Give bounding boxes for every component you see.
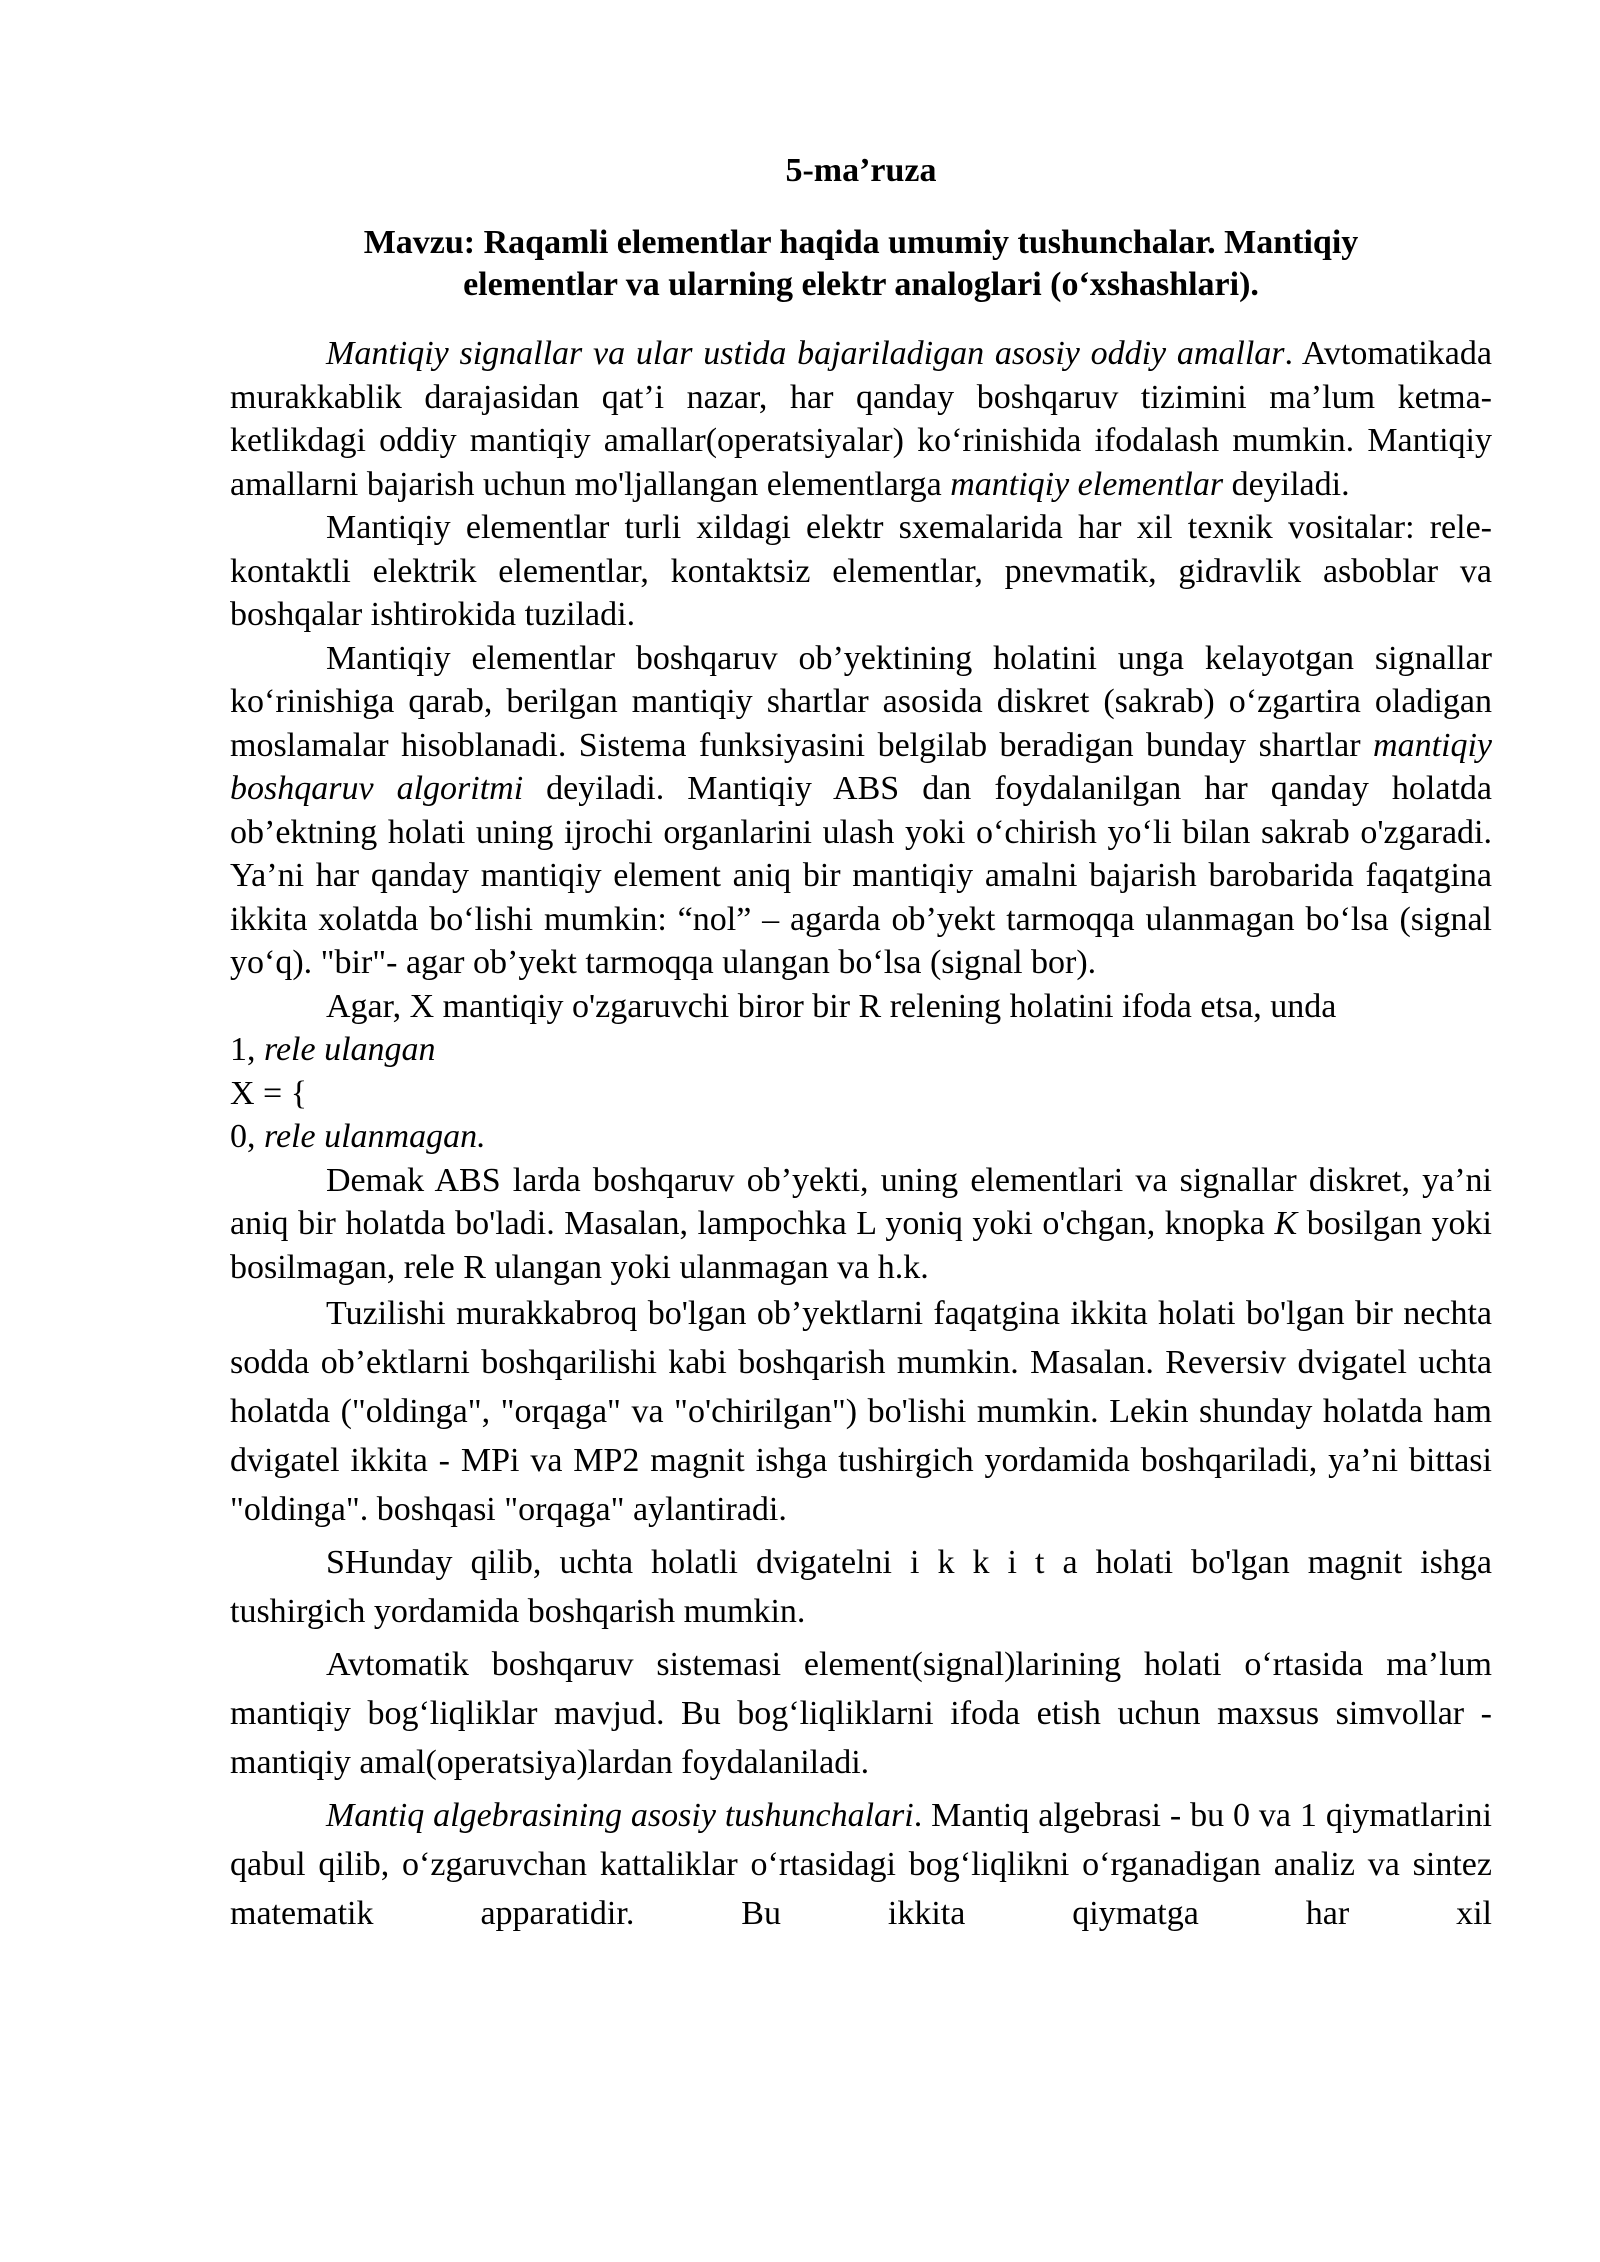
formula-line-1: 1, rele ulangan (230, 1031, 436, 1068)
topic-line-1: Mavzu: Raqamli elementlar haqida umumiy tushunchalar. Mantiqiy (363, 224, 1359, 261)
term-italic: mantiqiy boshqaruv algoritmi (230, 726, 1492, 807)
paragraph-discrete-states: Demak ABS larda boshqaruv ob’yekti, uning elementlari va signallar diskret, ya’ni aniq bir holatda bo'ladi. Masalan, lampochka L yoniq yoki o'chgan, knopka K bosilgan yoki bosilmagan, rele R ulangan yoki ulanmagan va h.k. (230, 1161, 1492, 1286)
paragraph-logical-dependencies: Avtomatik boshqaruv sistemasi element(signal)larining holati o‘rtasida ma’lum mantiqiy bog‘liqliklar mavjud. Bu bog‘liqliklarni ifoda etish uchun maxsus simvollar - mantiqiy amal(operatsiya)lardan foydalaniladi. (230, 1646, 1492, 1781)
lecture-topic (230, 222, 1492, 306)
paragraph-complex-objects: Tuzilishi murakkabroq bo'lgan ob’yektlarni faqatgina ikkita holati bo'lgan bir nechta sodda ob’ektlarni boshqarilishi kabi boshqarish mumkin. Masalan. Reversiv dvigatel uchta holatda ("oldinga", "orqaga" va "o'chirilgan") bo'lishi mumkin. Lekin shunday holatda ham dvigatel ikkita - MPi va MP2 magnit ishga tushirgich yordamida boshqariladi, ya’ni bittasi "oldinga". boshqasi "orqaga" aylantiradi. (230, 1295, 1492, 1528)
topic-line-2: elementlar va ularning elektr analoglari (o‘xshashlari). (463, 266, 1259, 303)
lecture-number: 5-ma’ruza (785, 152, 937, 189)
paragraph-control-algorithm: Mantiqiy elementlar boshqaruv ob’yektining holatini unga kelayotgan signallar ko‘rinishiga qarab, berilgan mantiqiy shartlar asosida diskret (sakrab) o‘zgartira oladigan moslamalar hisoblanadi. Sistema funksiyasini belgilab beradigan bunday shartlar mantiqiy boshqaruv algoritmi deyiladi. Mantiqiy ABS dan foydalanilgan har qanday holatda ob’ektning holati uning ijrochi organlarini ulash yoki o‘chirish yo‘li bilan sakrab o'zgaradi. Ya’ni har qanday mantiqiy element aniq bir mantiqiy amalni bajarish barobarida faqatgina ikkita xolatda bo‘lishi mumkin: “nol” – agarda ob’yekt tarmoqqa ulanmagan bo‘lsa (signal yo‘q). "bir"- agar ob’yekt tarmoqqa ulangan bo‘lsa (signal bor). (230, 639, 1493, 981)
paragraph-logic-algebra: Mantiq algebrasining asosiy tushunchalari. Mantiq algebrasi - bu 0 va 1 qiymatlarini qabul qilib, o‘zgaruvchan kattaliklar o‘rtasidagi bog‘liqlikni o‘rganadigan analiz va sintez matematik apparatidir. Bu ikkita qiymatga har xil (230, 1797, 1492, 1932)
paragraph-variable-x: Agar, X mantiqiy o'zgaruvchi biror bir R relening holatini ifoda etsa, unda (326, 987, 1337, 1025)
section-heading-italic: Mantiq algebrasining asosiy tushunchalari (326, 1797, 914, 1834)
document-page (230, 150, 1492, 1938)
term-italic: mantiqiy elementlar (950, 465, 1224, 503)
section-heading-italic: Mantiqiy signallar va ular ustida bajariladigan asosiy oddiy amallar (326, 335, 1285, 372)
formula-line-3: 0, rele ulanmagan. (230, 1118, 486, 1155)
paragraph-logic-elements: Mantiqiy elementlar turli xildagi elektr sxemalarida har xil texnik vositalar: rele-kontaktli elektrik elementlar, kontaktsiz elementlar, pnevmatik, gidravlik asboblar va boshqalar ishtirokida tuziladi. (230, 509, 1492, 633)
formula-block (230, 1028, 1492, 1159)
variable-italic: K (1274, 1205, 1298, 1242)
paragraph-three-state-motor: SHunday qilib, uchta holatli dvigatelni i k k i t a holati bo'lgan magnit ishga tushirgich yordamida boshqarish mumkin. (230, 1544, 1492, 1630)
paragraph-logic-signals: Mantiqiy signallar va ular ustida bajariladigan asosiy oddiy amallar. Avtomatikada murakkablik darajasidan qat’i nazar, har qanday boshqaruv tizimini ma’lum ketma-ketlikdagi oddiy mantiqiy amallar(operatsiyalar) ko‘rinishida ifodalash mumkin. Mantiqiy amallarni bajarish uchun mo'ljallangan elementlarga mantiqiy elementlar deyiladi. (230, 335, 1492, 503)
formula-line-2: X = { (230, 1074, 308, 1112)
